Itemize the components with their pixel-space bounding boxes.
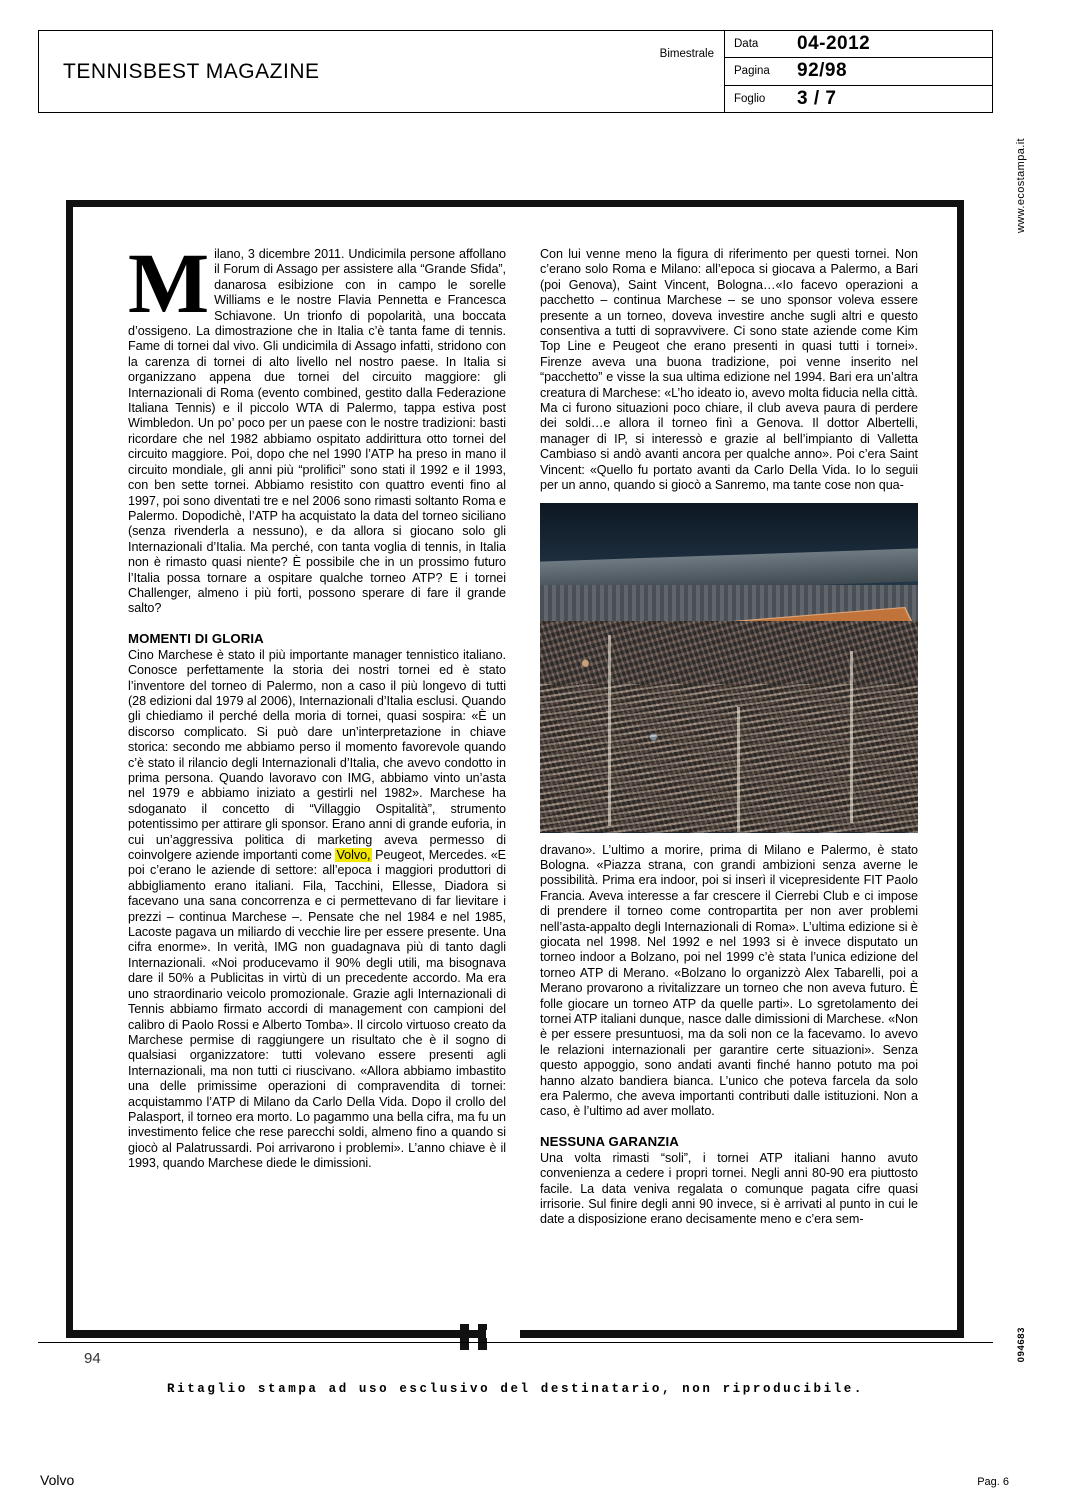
usage-notice: Ritaglio stampa ad uso esclusivo del destinatario, non riproducibile. [167, 1382, 864, 1396]
article-columns [128, 235, 918, 1228]
section-heading-nessuna: NESSUNA GARANZIA [540, 1133, 679, 1149]
paragraph-intro-text: ilano, 3 dicembre 2011. Undicimila persone affollano il Forum di Assago per assistere alla “Grande Sfida”, danarosa esibizione con in campo le sorelle Williams e le nostre Flavia Pennetta e Francesca Schiavone. Un trionfo di popolarità, una boccata d’ossigeno. La dimostrazione che in Italia c’è tanta fame di tennis. Fame di tornei dal vivo. Gli undicimila di Assago infatti, stridono con la carenza di tornei di alto livello nel nostro paese. In Italia si organizzano appena due tornei del circuito maggiore: gli Internazionali di Roma (evento combined, gestito dalla Federazione Italiana Tennis) e il piccolo WTA di Palermo, tappa estiva post Wimbledon. Un po’ poco per un paese con le nostre tradizioni: basti ricordare che nel 1982 abbiamo ospitato addirittura otto tornei del circuito maggiore. Poi, dopo che nel 1990 l’ATP ha preso in mano il circuito mondiale, gli anni più “prolifici” sono stati il 1992 e il 1993, con ben sette tornei. Abbiamo resistito con quattro eventi fino al 1997, poi sono diventati tre e nel 2006 sono rimasti soltanto Roma e Palermo. Dopodichè, l’ATP ha acquistato la data del torneo siciliano (senza rivenderla a nessuno), e da allora si giocano solo gli Internazionali d’Italia. Ma perché, con tanta voglia di tennis, in Italia non è rimasto quasi niente? È possibile che in un prossimo futuro l’Italia possa tornare a ospitare qualche torneo ATP? E i tornei Challenger, almeno i più forti, possono sperare di fare il grande salto? [128, 247, 506, 616]
photo-crowd-foreground [540, 684, 918, 833]
photo-stairway-left [608, 635, 611, 826]
meta-value-pagina: 92/98 [797, 60, 848, 82]
meta-label-data: Data [734, 38, 759, 51]
footer-divider [38, 1342, 993, 1343]
article-clipping [66, 200, 964, 1330]
clipping-code: 094683 [1016, 1326, 1027, 1362]
pdf-page-label: Pag. 6 [977, 1476, 1009, 1488]
paragraph-momenti-part-b: Peugeot, Mercedes. «E poi c’erano le aziende di settore: all’epoca i maggiori produttori di abbigliamento erano italiani. Fila, Tacchini, Ellesse, Diadora si facevano una sana concorrenza e ci permettevano di far lievitare i prezzi – continua Marchese –. Pensate che nel 1984 e nel 1985, Lacoste pagava un miliardo di vecchie lire per essere presente. Una cifra enorme». In verità, IMG non guadagnava più di tanto dagli Internazionali. «Noi producevamo il 90% degli utili, ma bisognava dare il 50% a Publicitas in virtù di un precedente accordo. Ma era uno straordinario veicolo promozionale. Grazie agli Internazionali di Tennis abbiamo firmato accordi di management con campioni del calibro di Paolo Rossi e Alberto Tomba». Il circolo virtuoso creato da Marchese permise di raggiungere un risultato che è il sogno di qualsiasi organizzatore: tutti volevano essere presenti agli Internazionali, ma non tutti ci riuscivano. «Allora abbiamo imbastito una delle primissime operazioni di compravendita di tornei: acquistammo l’ATP di Milano da Carlo Della Vida. Dopo il crollo del Palasport, il torneo era morto. Lo pagammo una bella cifra, ma fu un investimento felice che rese parecchi soldi, almeno fino a quando si giocò al Palatrussardi. Poi arrivarono i problemi». L’anno chiave è il 1993, quando Marchese diede le dimissioni. [128, 848, 507, 1171]
clipping-bottom-border [66, 1330, 964, 1338]
clipping-bottom-gap [486, 1330, 520, 1338]
meta-box [724, 31, 992, 112]
document-page [38, 30, 1027, 1430]
paragraph-momenti [128, 648, 506, 1172]
periodicity-label: Bimestrale [659, 48, 714, 60]
page-number: 94 [84, 1350, 101, 1367]
meta-value-data: 04-2012 [797, 33, 871, 55]
highlighted-brand: Volvo, [336, 848, 371, 863]
meta-row-pagina [725, 58, 992, 85]
paragraph-right-2: dravano». L’ultimo a morire, prima di Milano e Palermo, è stato Bologna. «Piazza strana, con grandi ambizioni senza averne le possibilità. Prima era indoor, poi si inserì il vicepresidente FIT Paolo Francia. Aveva interesse a far crescere il Cierrebi Club e ci impose di prendere il torneo come contropartita per non aver problemi nell’asta-appalto degli Internazionali di Roma». L’ultima edizione si è giocata nel 1998. Nel 1992 e nel 1993 si è invece disputato un torneo indoor a Bolzano, poi nel 1999 c’è stata l’unica edizione del torneo ATP di Merano. «Bolzano lo organizzò Alex Tabarelli, poi a Merano provarono a rivitalizzare un torneo che non aveva futuro. È folle giocare un torneo ATP da quelle parti». Lo sgretolamento dei tornei ATP italiani dunque, nasce dalle dimissioni di Marchese. «Non è per essere presuntuosi, ma da soli non ce la facevamo. Io avevo le relazioni internazionali per garantire certe situazioni». Senza questo appoggio, sono andati avanti finché hanno potuto ma poi hanno alzato bandiera bianca. L’unico che poteva farcela da solo era Palermo, che aveva importanti contributi dalle istituzioni. Non a caso, è l’ultimo ad aver mollato. [540, 842, 918, 1119]
drop-cap: M [128, 235, 210, 331]
stadium-crowd-photo [540, 503, 918, 833]
paragraph-intro [128, 235, 506, 617]
photo-stairway-right [850, 651, 853, 823]
article-column-left [128, 235, 507, 1228]
keyword-label: Volvo [40, 1472, 75, 1488]
magazine-title: TENNISBEST MAGAZINE [63, 59, 320, 83]
meta-value-foglio: 3 / 7 [797, 87, 837, 109]
section-heading-momenti: MOMENTI DI GLORIA [128, 630, 264, 646]
meta-row-data [725, 31, 992, 58]
photo-stairway-center [737, 707, 740, 832]
clipping-header [38, 30, 993, 112]
meta-row-foglio [725, 86, 992, 112]
header-divider [38, 112, 993, 113]
paragraph-momenti-part-a: Cino Marchese è stato il più importante manager tennistico italiano. Conosce perfettamente la storia dei nostri tornei ed è stato l’inventore del torneo di Palermo, non a caso il più longevo di tutti (28 edizioni dal 1979 al 2006), Internazionali d’Italia esclusi. Quando gli chiediamo il perché della moria di tornei, quasi sospira: «È un discorso complicato. Si può dare un’interpretazione in chiave storica: secondo me abbiamo perso il momento favorevole quando c’è stato il rilancio degli Internazionali d’Italia, che avevo condotto in prima persona. Quando lavoravo con IMG, abbiamo vinto un’asta nel 1979 e abbiamo iniziato a gestirli nel 1982». Marchese ha sdoganato il concetto di “Villaggio Ospitalità”, strumento potentissimo per attirare gli sponsor. Erano anni di grande euforia, in cui un’aggressiva politica di marketing aveva permesso di coinvolgere aziende importanti come [128, 647, 506, 863]
paragraph-right-1: Con lui venne meno la figura di riferimento per questi tornei. Non c’erano solo Roma e Milano: all’epoca si giocava a Palermo, a Bari (poi Genova), Saint Vincent, Bologna…«Io facevo operazioni a pacchetto – continua Marchese – se uno sponsor voleva essere presente a un torneo, doveva investire anche sugli altri e questo consentiva a tutti di sopravvivere. Ci sono state aziende come Kim Top Line e Peugeot che erano presenti in quasi tutti i tornei». Firenze aveva una buona tradizione, poi venne inserito nel “pacchetto” e visse la sua ultima edizione nel 1994. Bari era un’altra creatura di Marchese: «L’ho ideato io, avevo molta fiducia nella città. Ma ci furono situazioni poco chiare, il club aveva paura di perdere dei soldi…e allora il torneo finì a Genova. Il dottor Albertelli, manager di IP, si interessò e grazie al bell’impianto di Valletta Cambiaso si andò avanti ancora per qualche anno». Poi c’era Saint Vincent: «Quello fu portato avanti da Carlo Della Vida. Io lo seguii per un anno, quando si giocò a Sanremo, ma tante cose non qua- [540, 247, 918, 493]
meta-label-foglio: Foglio [734, 92, 766, 105]
source-url: www.ecostampa.it [1015, 138, 1027, 234]
meta-label-pagina: Pagina [734, 65, 770, 78]
article-column-right [540, 247, 918, 1228]
paragraph-right-3: Una volta rimasti “soli”, i tornei ATP italiani hanno avuto convenienza a cedere i propri tornei. Negli anni 80-90 era piuttosto facile. La data veniva regalata o comunque pagata cifre quasi irrisorie. Sul finire degli anni 90 invece, si è arrivati al punto in cui le date a disposizione erano decisamente meno e c’era sem- [540, 1150, 918, 1227]
